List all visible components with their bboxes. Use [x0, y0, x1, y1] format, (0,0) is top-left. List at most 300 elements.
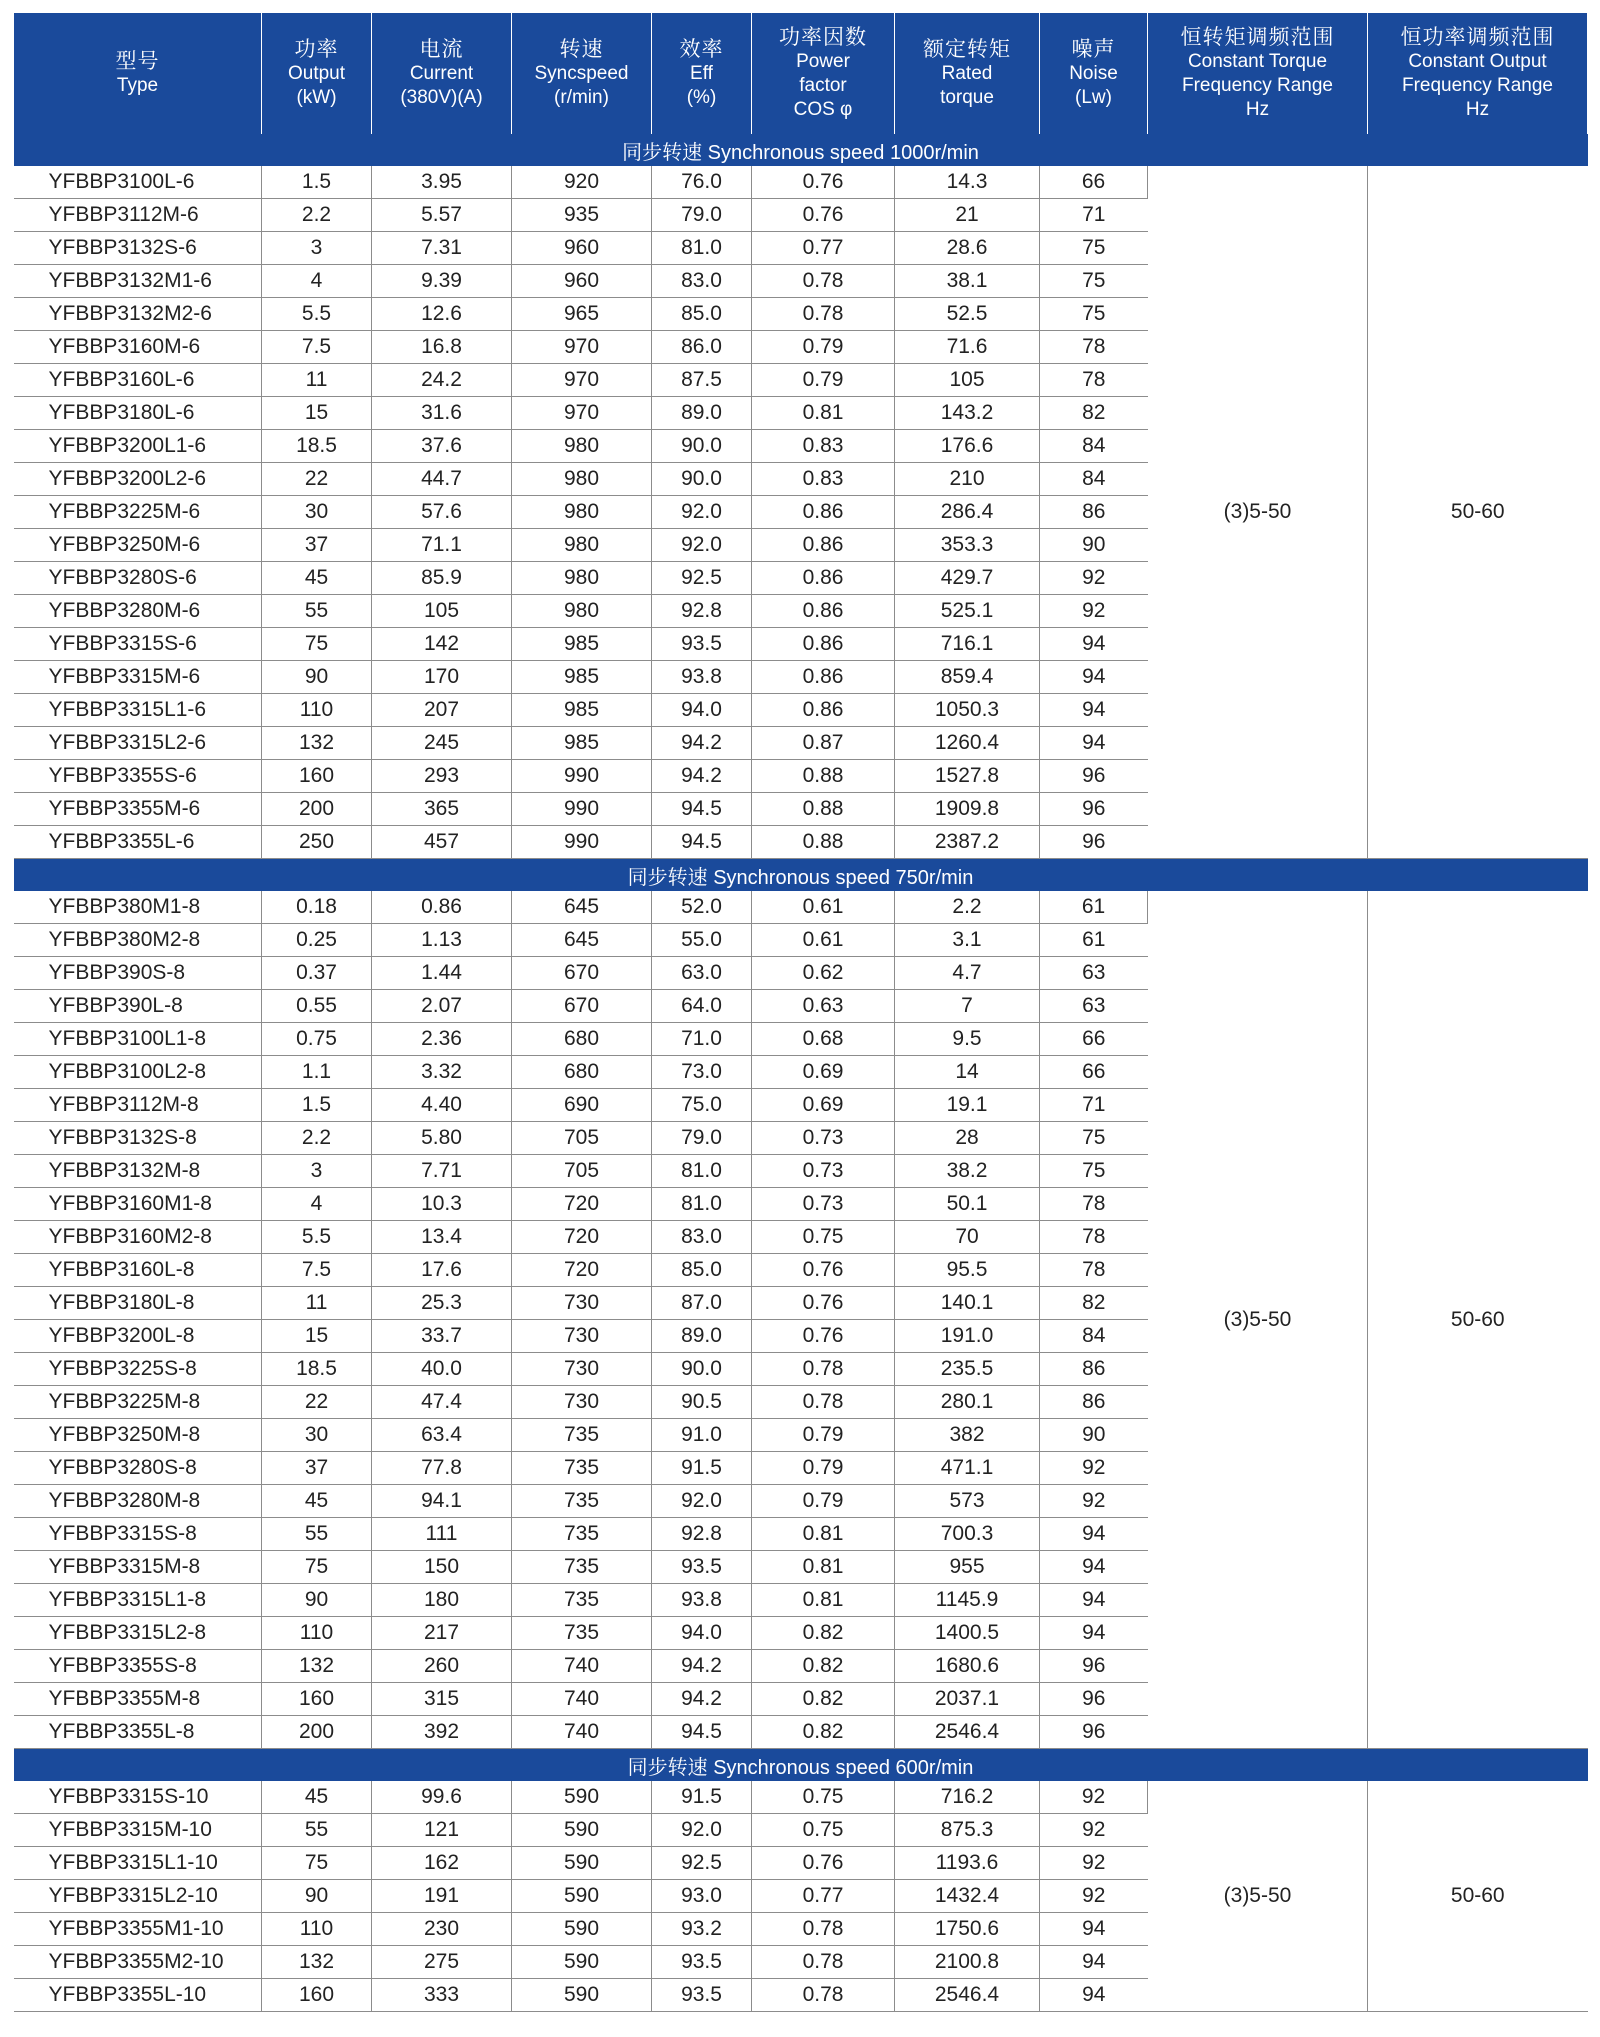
- cell-constant-torque-range: (3)5-50: [1148, 1781, 1368, 2012]
- cell-rated-torque: 471.1: [895, 1452, 1040, 1485]
- cell-type: YFBBP3160M1-8: [14, 1188, 262, 1221]
- cell-rated-torque: 1050.3: [895, 694, 1040, 727]
- cell-power-factor: 0.78: [752, 1913, 895, 1946]
- cell-syncspeed: 680: [512, 1056, 652, 1089]
- header-syncspeed-en: (r/min): [554, 86, 609, 108]
- cell-rated-torque: 429.7: [895, 562, 1040, 595]
- cell-power-factor: 0.76: [752, 166, 895, 199]
- motor-spec-table: [13, 13, 1588, 2012]
- header-type: [14, 13, 262, 134]
- header-row: [14, 13, 1588, 134]
- cell-noise: 61: [1040, 924, 1148, 957]
- cell-noise: 92: [1040, 1814, 1148, 1847]
- cell-noise: 61: [1040, 891, 1148, 924]
- cell-current: 44.7: [372, 463, 512, 496]
- cell-constant-output-range: 50-60: [1368, 891, 1588, 1749]
- spec-table-container: [13, 13, 1587, 2012]
- header-rated-torque-en: torque: [940, 86, 994, 108]
- cell-output: 0.75: [262, 1023, 372, 1056]
- cell-rated-torque: 2100.8: [895, 1946, 1040, 1979]
- cell-syncspeed: 590: [512, 1979, 652, 2012]
- cell-power-factor: 0.78: [752, 1353, 895, 1386]
- cell-eff: 71.0: [652, 1023, 752, 1056]
- header-rated-torque-en: Rated: [941, 62, 993, 84]
- cell-syncspeed: 590: [512, 1814, 652, 1847]
- cell-current: 170: [372, 661, 512, 694]
- cell-eff: 90.0: [652, 430, 752, 463]
- cell-rated-torque: 143.2: [895, 397, 1040, 430]
- cell-eff: 93.5: [652, 1946, 752, 1979]
- cell-output: 3: [262, 232, 372, 265]
- cell-rated-torque: 191.0: [895, 1320, 1040, 1353]
- cell-power-factor: 0.79: [752, 364, 895, 397]
- cell-noise: 86: [1040, 496, 1148, 529]
- cell-type: YFBBP3100L2-8: [14, 1056, 262, 1089]
- cell-output: 160: [262, 760, 372, 793]
- cell-power-factor: 0.88: [752, 760, 895, 793]
- cell-noise: 66: [1040, 1023, 1148, 1056]
- cell-power-factor: 0.77: [752, 232, 895, 265]
- header-syncspeed-zh: 转速: [559, 37, 604, 61]
- cell-output: 4: [262, 1188, 372, 1221]
- cell-power-factor: 0.76: [752, 1287, 895, 1320]
- cell-current: 5.57: [372, 199, 512, 232]
- cell-rated-torque: 1527.8: [895, 760, 1040, 793]
- cell-type: YFBBP3315S-8: [14, 1518, 262, 1551]
- cell-noise: 96: [1040, 826, 1148, 859]
- cell-type: YFBBP3132M-8: [14, 1155, 262, 1188]
- cell-current: 7.31: [372, 232, 512, 265]
- cell-output: 4: [262, 265, 372, 298]
- cell-eff: 87.0: [652, 1287, 752, 1320]
- cell-syncspeed: 985: [512, 628, 652, 661]
- cell-rated-torque: 1909.8: [895, 793, 1040, 826]
- cell-eff: 79.0: [652, 199, 752, 232]
- cell-eff: 63.0: [652, 957, 752, 990]
- cell-output: 200: [262, 793, 372, 826]
- header-eff-en: Eff: [690, 62, 713, 84]
- cell-power-factor: 0.78: [752, 1386, 895, 1419]
- cell-rated-torque: 38.1: [895, 265, 1040, 298]
- cell-rated-torque: 14: [895, 1056, 1040, 1089]
- cell-syncspeed: 920: [512, 166, 652, 199]
- cell-current: 3.32: [372, 1056, 512, 1089]
- cell-rated-torque: 2387.2: [895, 826, 1040, 859]
- cell-syncspeed: 970: [512, 331, 652, 364]
- cell-eff: 93.0: [652, 1880, 752, 1913]
- cell-type: YFBBP3315L2-10: [14, 1880, 262, 1913]
- cell-power-factor: 0.83: [752, 463, 895, 496]
- cell-type: YFBBP3315L1-8: [14, 1584, 262, 1617]
- cell-eff: 93.5: [652, 1979, 752, 2012]
- cell-output: 160: [262, 1683, 372, 1716]
- cell-rated-torque: 70: [895, 1221, 1040, 1254]
- cell-noise: 92: [1040, 1485, 1148, 1518]
- cell-syncspeed: 720: [512, 1254, 652, 1287]
- cell-power-factor: 0.62: [752, 957, 895, 990]
- cell-current: 121: [372, 1814, 512, 1847]
- cell-noise: 86: [1040, 1353, 1148, 1386]
- cell-constant-torque-range: (3)5-50: [1148, 891, 1368, 1749]
- cell-output: 45: [262, 562, 372, 595]
- cell-syncspeed: 735: [512, 1452, 652, 1485]
- cell-power-factor: 0.79: [752, 1485, 895, 1518]
- cell-noise: 66: [1040, 166, 1148, 199]
- cell-eff: 81.0: [652, 1155, 752, 1188]
- cell-current: 24.2: [372, 364, 512, 397]
- section-title: 同步转速 Synchronous speed 1000r/min: [14, 134, 1588, 166]
- cell-current: 71.1: [372, 529, 512, 562]
- cell-type: YFBBP3225M-6: [14, 496, 262, 529]
- cell-eff: 92.0: [652, 496, 752, 529]
- cell-rated-torque: 105: [895, 364, 1040, 397]
- cell-type: YFBBP3355M-6: [14, 793, 262, 826]
- cell-noise: 78: [1040, 331, 1148, 364]
- header-eff: [652, 13, 752, 134]
- cell-type: YFBBP3160L-6: [14, 364, 262, 397]
- header-output-en: Output: [287, 62, 346, 84]
- cell-eff: 94.0: [652, 1617, 752, 1650]
- cell-syncspeed: 735: [512, 1419, 652, 1452]
- cell-type: YFBBP380M1-8: [14, 891, 262, 924]
- cell-eff: 87.5: [652, 364, 752, 397]
- cell-noise: 75: [1040, 265, 1148, 298]
- cell-current: 9.39: [372, 265, 512, 298]
- cell-current: 3.95: [372, 166, 512, 199]
- cell-eff: 94.2: [652, 727, 752, 760]
- cell-type: YFBBP390S-8: [14, 957, 262, 990]
- cell-type: YFBBP3355L-8: [14, 1716, 262, 1749]
- cell-noise: 84: [1040, 430, 1148, 463]
- cell-type: YFBBP3280M-6: [14, 595, 262, 628]
- cell-output: 75: [262, 628, 372, 661]
- cell-syncspeed: 590: [512, 1946, 652, 1979]
- cell-output: 1.5: [262, 1089, 372, 1122]
- cell-noise: 90: [1040, 1419, 1148, 1452]
- cell-current: 31.6: [372, 397, 512, 430]
- cell-eff: 94.5: [652, 826, 752, 859]
- cell-rated-torque: 3.1: [895, 924, 1040, 957]
- cell-type: YFBBP3315S-6: [14, 628, 262, 661]
- header-eff-en: (%): [686, 86, 717, 108]
- cell-current: 13.4: [372, 1221, 512, 1254]
- cell-syncspeed: 590: [512, 1781, 652, 1814]
- cell-rated-torque: 4.7: [895, 957, 1040, 990]
- cell-rated-torque: 2037.1: [895, 1683, 1040, 1716]
- cell-type: YFBBP3280S-8: [14, 1452, 262, 1485]
- cell-output: 18.5: [262, 430, 372, 463]
- cell-eff: 83.0: [652, 1221, 752, 1254]
- cell-current: 99.6: [372, 1781, 512, 1814]
- header-output: [262, 13, 372, 134]
- cell-current: 365: [372, 793, 512, 826]
- cell-output: 30: [262, 496, 372, 529]
- header-type-zh: 型号: [115, 49, 160, 73]
- cell-eff: 94.2: [652, 1683, 752, 1716]
- cell-power-factor: 0.76: [752, 199, 895, 232]
- cell-type: YFBBP3315L2-6: [14, 727, 262, 760]
- cell-output: 55: [262, 1518, 372, 1551]
- cell-noise: 96: [1040, 793, 1148, 826]
- cell-noise: 92: [1040, 1781, 1148, 1814]
- cell-type: YFBBP3315L2-8: [14, 1617, 262, 1650]
- cell-rated-torque: 176.6: [895, 430, 1040, 463]
- cell-output: 7.5: [262, 1254, 372, 1287]
- cell-syncspeed: 990: [512, 826, 652, 859]
- cell-rated-torque: 21: [895, 199, 1040, 232]
- cell-eff: 94.5: [652, 1716, 752, 1749]
- cell-syncspeed: 645: [512, 891, 652, 924]
- cell-syncspeed: 735: [512, 1584, 652, 1617]
- cell-power-factor: 0.86: [752, 562, 895, 595]
- cell-power-factor: 0.79: [752, 1452, 895, 1485]
- cell-eff: 64.0: [652, 990, 752, 1023]
- cell-type: YFBBP3315L1-10: [14, 1847, 262, 1880]
- cell-type: YFBBP390L-8: [14, 990, 262, 1023]
- header-output-en: (kW): [296, 86, 337, 108]
- cell-rated-torque: 1432.4: [895, 1880, 1040, 1913]
- cell-noise: 71: [1040, 199, 1148, 232]
- cell-syncspeed: 960: [512, 265, 652, 298]
- cell-syncspeed: 705: [512, 1122, 652, 1155]
- cell-noise: 78: [1040, 1221, 1148, 1254]
- cell-eff: 91.5: [652, 1452, 752, 1485]
- cell-type: YFBBP3112M-6: [14, 199, 262, 232]
- cell-current: 392: [372, 1716, 512, 1749]
- cell-current: 94.1: [372, 1485, 512, 1518]
- cell-current: 25.3: [372, 1287, 512, 1320]
- cell-syncspeed: 980: [512, 496, 652, 529]
- cell-type: YFBBP3355L-6: [14, 826, 262, 859]
- cell-type: YFBBP3132M1-6: [14, 265, 262, 298]
- cell-power-factor: 0.88: [752, 826, 895, 859]
- cell-noise: 82: [1040, 1287, 1148, 1320]
- header-constant-torque-range-en: Hz: [1245, 98, 1270, 120]
- header-eff-zh: 效率: [679, 37, 724, 61]
- cell-syncspeed: 965: [512, 298, 652, 331]
- cell-current: 150: [372, 1551, 512, 1584]
- cell-type: YFBBP3315M-6: [14, 661, 262, 694]
- cell-noise: 96: [1040, 1683, 1148, 1716]
- cell-output: 5.5: [262, 1221, 372, 1254]
- cell-output: 45: [262, 1781, 372, 1814]
- cell-noise: 75: [1040, 232, 1148, 265]
- header-power-factor-en: COS φ: [793, 98, 853, 120]
- cell-output: 110: [262, 694, 372, 727]
- header-constant-output-range-en: Hz: [1465, 98, 1490, 120]
- cell-noise: 92: [1040, 1452, 1148, 1485]
- cell-noise: 86: [1040, 1386, 1148, 1419]
- header-constant-output-range-en: Constant Output: [1408, 50, 1547, 72]
- cell-syncspeed: 980: [512, 529, 652, 562]
- cell-current: 12.6: [372, 298, 512, 331]
- cell-syncspeed: 985: [512, 727, 652, 760]
- cell-rated-torque: 95.5: [895, 1254, 1040, 1287]
- cell-power-factor: 0.69: [752, 1089, 895, 1122]
- cell-eff: 91.5: [652, 1781, 752, 1814]
- cell-eff: 92.0: [652, 1485, 752, 1518]
- cell-noise: 78: [1040, 1254, 1148, 1287]
- header-constant-output-range-en: Frequency Range: [1401, 74, 1554, 96]
- cell-rated-torque: 210: [895, 463, 1040, 496]
- header-syncspeed: [512, 13, 652, 134]
- table-row: [14, 891, 1588, 924]
- cell-current: 2.36: [372, 1023, 512, 1056]
- cell-rated-torque: 280.1: [895, 1386, 1040, 1419]
- cell-noise: 94: [1040, 727, 1148, 760]
- cell-syncspeed: 590: [512, 1913, 652, 1946]
- cell-current: 4.40: [372, 1089, 512, 1122]
- cell-rated-torque: 700.3: [895, 1518, 1040, 1551]
- cell-current: 63.4: [372, 1419, 512, 1452]
- cell-power-factor: 0.73: [752, 1188, 895, 1221]
- cell-type: YFBBP3112M-8: [14, 1089, 262, 1122]
- cell-eff: 81.0: [652, 232, 752, 265]
- cell-eff: 93.5: [652, 628, 752, 661]
- cell-output: 11: [262, 364, 372, 397]
- table-body: [14, 134, 1588, 2012]
- header-rated-torque: [895, 13, 1040, 134]
- cell-output: 0.37: [262, 957, 372, 990]
- header-current-zh: 电流: [419, 37, 464, 61]
- cell-power-factor: 0.75: [752, 1781, 895, 1814]
- cell-current: 2.07: [372, 990, 512, 1023]
- header-power-factor-en: Power: [796, 50, 850, 72]
- cell-power-factor: 0.63: [752, 990, 895, 1023]
- cell-rated-torque: 140.1: [895, 1287, 1040, 1320]
- cell-current: 293: [372, 760, 512, 793]
- cell-type: YFBBP3132S-8: [14, 1122, 262, 1155]
- section-header-row: [14, 134, 1588, 166]
- cell-output: 30: [262, 1419, 372, 1452]
- cell-current: 275: [372, 1946, 512, 1979]
- cell-current: 85.9: [372, 562, 512, 595]
- cell-syncspeed: 935: [512, 199, 652, 232]
- cell-type: YFBBP3180L-6: [14, 397, 262, 430]
- cell-rated-torque: 716.2: [895, 1781, 1040, 1814]
- cell-rated-torque: 50.1: [895, 1188, 1040, 1221]
- cell-type: YFBBP3225S-8: [14, 1353, 262, 1386]
- cell-output: 2.2: [262, 1122, 372, 1155]
- cell-output: 22: [262, 463, 372, 496]
- cell-eff: 93.2: [652, 1913, 752, 1946]
- cell-rated-torque: 1680.6: [895, 1650, 1040, 1683]
- cell-eff: 79.0: [652, 1122, 752, 1155]
- header-constant-torque-range: [1148, 13, 1368, 134]
- cell-current: 180: [372, 1584, 512, 1617]
- header-noise: [1040, 13, 1148, 134]
- cell-current: 142: [372, 628, 512, 661]
- header-constant-torque-range-en: Frequency Range: [1181, 74, 1334, 96]
- cell-syncspeed: 990: [512, 760, 652, 793]
- cell-eff: 92.8: [652, 1518, 752, 1551]
- cell-noise: 75: [1040, 1155, 1148, 1188]
- cell-power-factor: 0.78: [752, 265, 895, 298]
- cell-eff: 91.0: [652, 1419, 752, 1452]
- cell-eff: 85.0: [652, 298, 752, 331]
- cell-syncspeed: 980: [512, 463, 652, 496]
- cell-power-factor: 0.81: [752, 1518, 895, 1551]
- cell-noise: 94: [1040, 661, 1148, 694]
- cell-syncspeed: 980: [512, 430, 652, 463]
- cell-type: YFBBP3200L2-6: [14, 463, 262, 496]
- cell-rated-torque: 286.4: [895, 496, 1040, 529]
- cell-power-factor: 0.76: [752, 1320, 895, 1353]
- cell-eff: 85.0: [652, 1254, 752, 1287]
- cell-current: 33.7: [372, 1320, 512, 1353]
- cell-rated-torque: 875.3: [895, 1814, 1040, 1847]
- cell-eff: 94.2: [652, 1650, 752, 1683]
- cell-output: 90: [262, 661, 372, 694]
- cell-current: 260: [372, 1650, 512, 1683]
- cell-output: 11: [262, 1287, 372, 1320]
- cell-eff: 73.0: [652, 1056, 752, 1089]
- cell-power-factor: 0.76: [752, 1254, 895, 1287]
- cell-noise: 96: [1040, 1650, 1148, 1683]
- cell-type: YFBBP380M2-8: [14, 924, 262, 957]
- cell-current: 37.6: [372, 430, 512, 463]
- cell-syncspeed: 985: [512, 694, 652, 727]
- cell-power-factor: 0.61: [752, 891, 895, 924]
- cell-type: YFBBP3200L-8: [14, 1320, 262, 1353]
- cell-power-factor: 0.86: [752, 496, 895, 529]
- header-rated-torque-zh: 额定转矩: [923, 37, 1011, 61]
- cell-current: 315: [372, 1683, 512, 1716]
- cell-output: 1.1: [262, 1056, 372, 1089]
- cell-output: 22: [262, 1386, 372, 1419]
- cell-type: YFBBP3355S-8: [14, 1650, 262, 1683]
- cell-eff: 92.0: [652, 529, 752, 562]
- cell-current: 105: [372, 595, 512, 628]
- cell-power-factor: 0.78: [752, 1979, 895, 2012]
- cell-eff: 94.2: [652, 760, 752, 793]
- cell-power-factor: 0.61: [752, 924, 895, 957]
- cell-output: 250: [262, 826, 372, 859]
- cell-current: 333: [372, 1979, 512, 2012]
- cell-rated-torque: 28.6: [895, 232, 1040, 265]
- cell-type: YFBBP3100L-6: [14, 166, 262, 199]
- section-header-row: [14, 859, 1588, 892]
- cell-type: YFBBP3100L1-8: [14, 1023, 262, 1056]
- cell-syncspeed: 980: [512, 562, 652, 595]
- cell-output: 15: [262, 1320, 372, 1353]
- cell-syncspeed: 735: [512, 1617, 652, 1650]
- cell-syncspeed: 730: [512, 1353, 652, 1386]
- cell-current: 17.6: [372, 1254, 512, 1287]
- cell-eff: 76.0: [652, 166, 752, 199]
- cell-syncspeed: 735: [512, 1518, 652, 1551]
- cell-current: 111: [372, 1518, 512, 1551]
- cell-power-factor: 0.73: [752, 1122, 895, 1155]
- cell-output: 110: [262, 1617, 372, 1650]
- cell-rated-torque: 1750.6: [895, 1913, 1040, 1946]
- cell-noise: 94: [1040, 694, 1148, 727]
- cell-eff: 92.8: [652, 595, 752, 628]
- cell-rated-torque: 7: [895, 990, 1040, 1023]
- cell-eff: 92.5: [652, 1847, 752, 1880]
- table-row: [14, 1781, 1588, 1814]
- cell-type: YFBBP3132M2-6: [14, 298, 262, 331]
- cell-type: YFBBP3315L1-6: [14, 694, 262, 727]
- cell-noise: 94: [1040, 628, 1148, 661]
- cell-constant-output-range: 50-60: [1368, 166, 1588, 859]
- cell-current: 217: [372, 1617, 512, 1650]
- cell-output: 45: [262, 1485, 372, 1518]
- cell-current: 77.8: [372, 1452, 512, 1485]
- cell-output: 55: [262, 595, 372, 628]
- cell-syncspeed: 980: [512, 595, 652, 628]
- cell-output: 75: [262, 1551, 372, 1584]
